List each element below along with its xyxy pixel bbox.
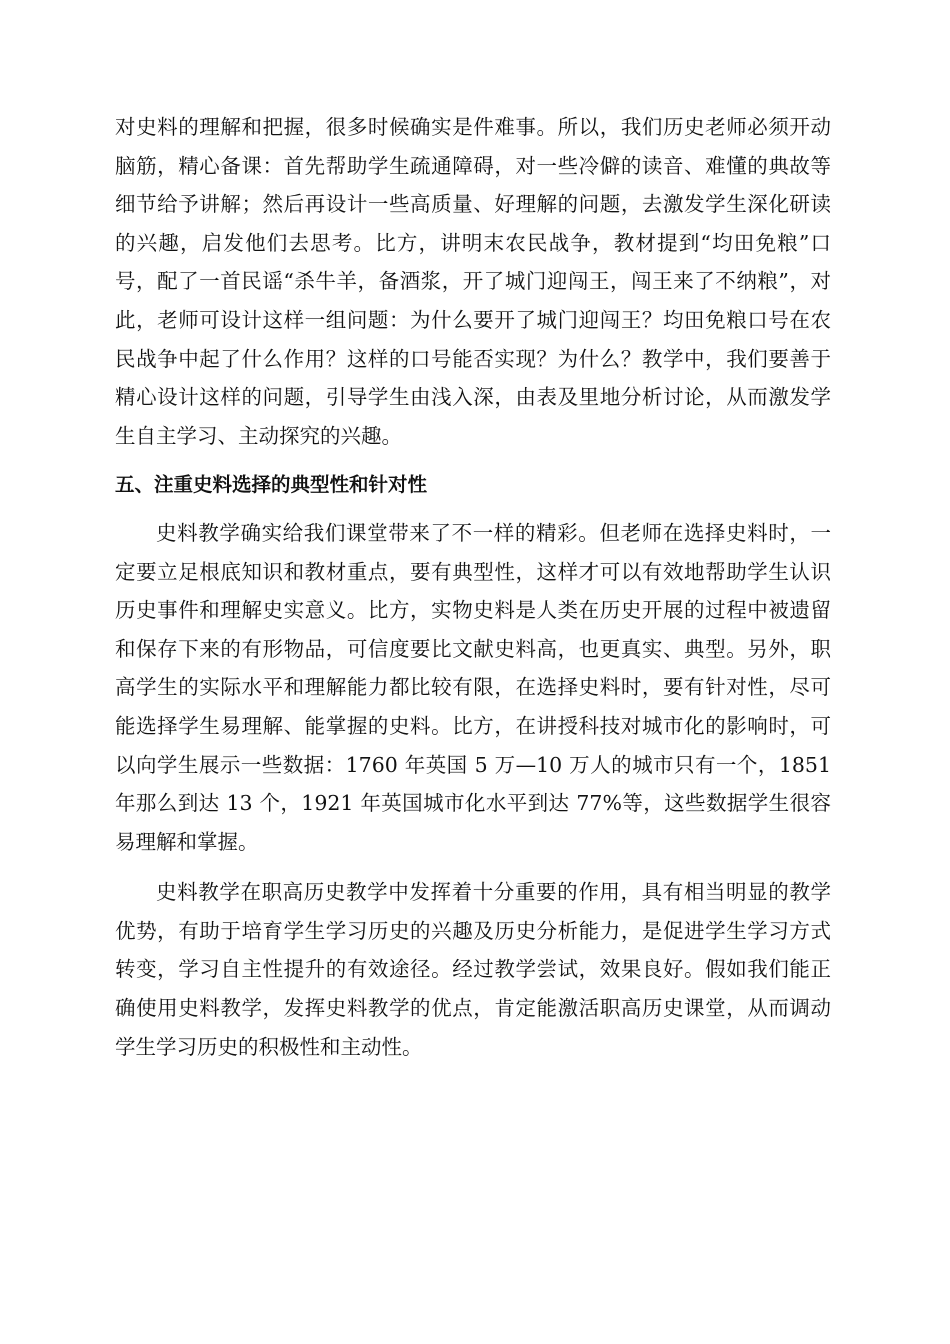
paragraph-continued: 对史料的理解和把握，很多时候确实是件难事。所以，我们历史老师必须开动脑筋，精心备课：首先帮助学生疏通障碍，对一些冷僻的读音、难懂的典故等细节给予讲解；然后再设计一些高质量、好理解的问题，去激发学生深化研读的兴趣，启发他们去思考。比方，讲明末农民战争，教材提到“均田免粮”口号，配了一首民谣“杀牛羊，备酒浆，开了城门迎闯王，闯王来了不纳粮”，对此，老师可设计这样一组问题：为什么要开了城门迎闯王？均田免粮口号在农民战争中起了什么作用？这样的口号能否实现？为什么？教学中，我们要善于精心设计这样的问题，引导学生由浅入深，由表及里地分析讨论，从而激发学生自主学习、主动探究的兴趣。 xyxy=(115,115,831,448)
paragraph-gap xyxy=(115,861,831,873)
paragraph-section-five: 史料教学确实给我们课堂带来了不一样的精彩。但老师在选择史料时，一定要立足根底知识和教材重点，要有典型性，这样才可以有效地帮助学生认识历史事件和理解史实意义。比方，实物史料是人类在历史开展的过程中被遗留和保存下来的有形物品，可信度要比文献史料高，也更真实、典型。另外，职高学生的实际水平和理解能力都比较有限，在选择史料时，要有针对性，尽可能选择学生易理解、能掌握的史料。比方，在讲授科技对城市化的影响时，可以向学生展示一些数据：1760 年英国 5 万—10 万人的城市只有一个，1851 年那么到达 13 个，1921 年英国城市化水平到达 77%等，这些数据学生很容易理解和掌握。 xyxy=(115,520,831,854)
paragraph-conclusion: 史料教学在职高历史教学中发挥着十分重要的作用，具有相当明显的教学优势，有助于培育学生学习历史的兴趣及历史分析能力，是促进学生学习方式转变，学习自主性提升的有效途径。经过教学尝试，效果良好。假如我们能正确使用史料教学，发挥史料教学的优点，肯定能激活职高历史课堂，从而调动学生学习历史的积极性和主动性。 xyxy=(115,880,831,1059)
section-heading: 五、注重史料选择的典型性和针对性 xyxy=(115,473,428,497)
document-page xyxy=(115,108,831,1066)
